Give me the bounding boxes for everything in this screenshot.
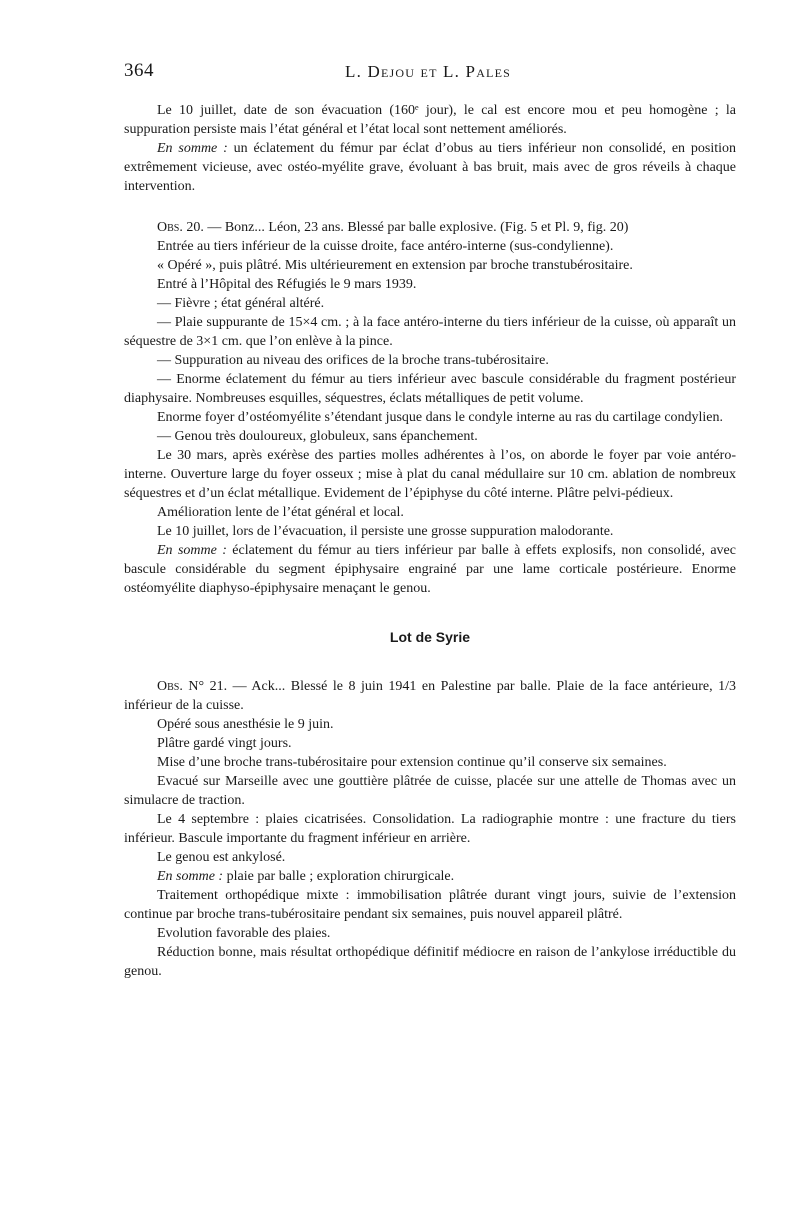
paragraph: Enorme foyer d’ostéomyélite s’étendant jusque dans le condyle interne au ras du cartilage condylien. bbox=[157, 410, 724, 425]
paragraph: Plâtre gardé vingt jours. bbox=[157, 736, 292, 751]
observation-intro: — Ack... Blessé le 8 juin 1941 en Palestine par balle. Plaie de la face antérieure, 1/3 inférieur de la cuisse. bbox=[124, 679, 736, 713]
paragraph: Mise d’une broche trans-tubérositaire pour extension continue qu’il conserve six semaines. bbox=[157, 755, 667, 770]
paragraph: Amélioration lente de l’état général et local. bbox=[157, 505, 404, 520]
paragraph: Traitement orthopédique mixte : immobilisation plâtrée durant vingt jours, suivie de l’extension continue par broche trans-tubérositaire pendant six semaines, puis nouvel appareil plâtré. bbox=[124, 888, 736, 922]
page-number: 364 bbox=[124, 60, 154, 81]
observation-heading bbox=[124, 677, 736, 715]
paragraph: — Genou très douloureux, globuleux, sans épanchement. bbox=[157, 429, 478, 444]
summary-text: éclatement du fémur au tiers inférieur par balle à effets explosifs, non consolidé, avec bascule considérable du segment épiphysaire engrainé par une lame corticale postérieure. Enorme ostéomyélite diaphyso-épiphysaire menaçant le genou. bbox=[124, 543, 736, 596]
section-title: Lot de Syrie bbox=[389, 629, 471, 645]
paragraph: Le 10 juillet, lors de l’évacuation, il persiste une grosse suppuration malodorante. bbox=[157, 524, 614, 539]
paragraph: — Suppuration au niveau des orifices de la broche trans-tubérositaire. bbox=[157, 353, 549, 368]
paragraph: « Opéré », puis plâtré. Mis ultérieurement en extension par broche transtubérositaire. bbox=[157, 258, 633, 273]
summary-label: En somme : bbox=[157, 141, 228, 156]
paragraph: Réduction bonne, mais résultat orthopédique définitif médiocre en raison de l’ankylose irréductible du genou. bbox=[124, 945, 736, 979]
paragraph: Evolution favorable des plaies. bbox=[157, 926, 331, 941]
paragraph: Opéré sous anesthésie le 9 juin. bbox=[157, 717, 334, 732]
paragraph: Entré à l’Hôpital des Réfugiés le 9 mars 1939. bbox=[157, 277, 417, 292]
summary-text: plaie par balle ; exploration chirurgicale. bbox=[223, 869, 455, 884]
paragraph: Entrée au tiers inférieur de la cuisse droite, face antéro-interne (sus-condylienne). bbox=[157, 239, 614, 254]
summary-paragraph bbox=[124, 867, 736, 886]
summary-text: un éclatement du fémur par éclat d’obus au tiers inférieur non consolidé, en position extrêmement vicieuse, avec ostéo-myélite grave, évoluant à bas bruit, mais avec de gros réveils à chaque intervention. bbox=[124, 141, 736, 194]
paragraph: Le 10 juillet, date de son évacuation (160ᵉ jour), le cal est encore mou et peu homogène ; la suppuration persiste mais l’état général et l’état local sont nettement améliorés. bbox=[124, 103, 736, 137]
paragraph: — Enorme éclatement du fémur au tiers inférieur avec bascule considérable du fragment postérieur diaphysaire. Nombreuses esquilles, séquestres, éclats métalliques de petit volume. bbox=[124, 372, 736, 406]
running-head: L. Dejou et L. Pales bbox=[345, 62, 511, 81]
observation-label: Obs. 20. bbox=[157, 220, 204, 235]
summary-paragraph bbox=[124, 139, 736, 196]
observation-label: Obs. N° 21. bbox=[157, 679, 228, 694]
paragraph: — Plaie suppurante de 15×4 cm. ; à la face antéro-interne du tiers inférieur de la cuisse, où apparaît un séquestre de 3×1 cm. que l’on enlève à la pince. bbox=[124, 315, 736, 349]
observation-intro: — Bonz... Léon, 23 ans. Blessé par balle explosive. (Fig. 5 et Pl. 9, fig. 20) bbox=[203, 220, 629, 235]
summary-label: En somme : bbox=[157, 869, 224, 884]
paragraph: — Fièvre ; état général altéré. bbox=[157, 296, 325, 311]
observation-heading bbox=[124, 218, 736, 237]
paragraph: Le genou est ankylosé. bbox=[157, 850, 286, 865]
body-text bbox=[124, 101, 736, 981]
paragraph: Evacué sur Marseille avec une gouttière plâtrée de cuisse, placée sur une attelle de Thomas avec un simulacre de traction. bbox=[124, 774, 736, 808]
summary-paragraph bbox=[124, 541, 736, 598]
paragraph: Le 30 mars, après exérèse des parties molles adhérentes à l’os, on aborde le foyer par voie antéro-interne. Ouverture large du foyer osseux ; mise à plat du canal médullaire sur 10 cm. ablation de nombreux séquestres et d’un éclat métallique. Evidement de l’épiphyse du côté interne. Plâtre pelvi-pédieux. bbox=[124, 448, 736, 501]
summary-label: En somme : bbox=[157, 543, 227, 558]
paragraph: Le 4 septembre : plaies cicatrisées. Consolidation. La radiographie montre : une fracture du tiers inférieur. Bascule importante du fragment inférieur en arrière. bbox=[124, 812, 736, 846]
page-header bbox=[124, 60, 732, 84]
